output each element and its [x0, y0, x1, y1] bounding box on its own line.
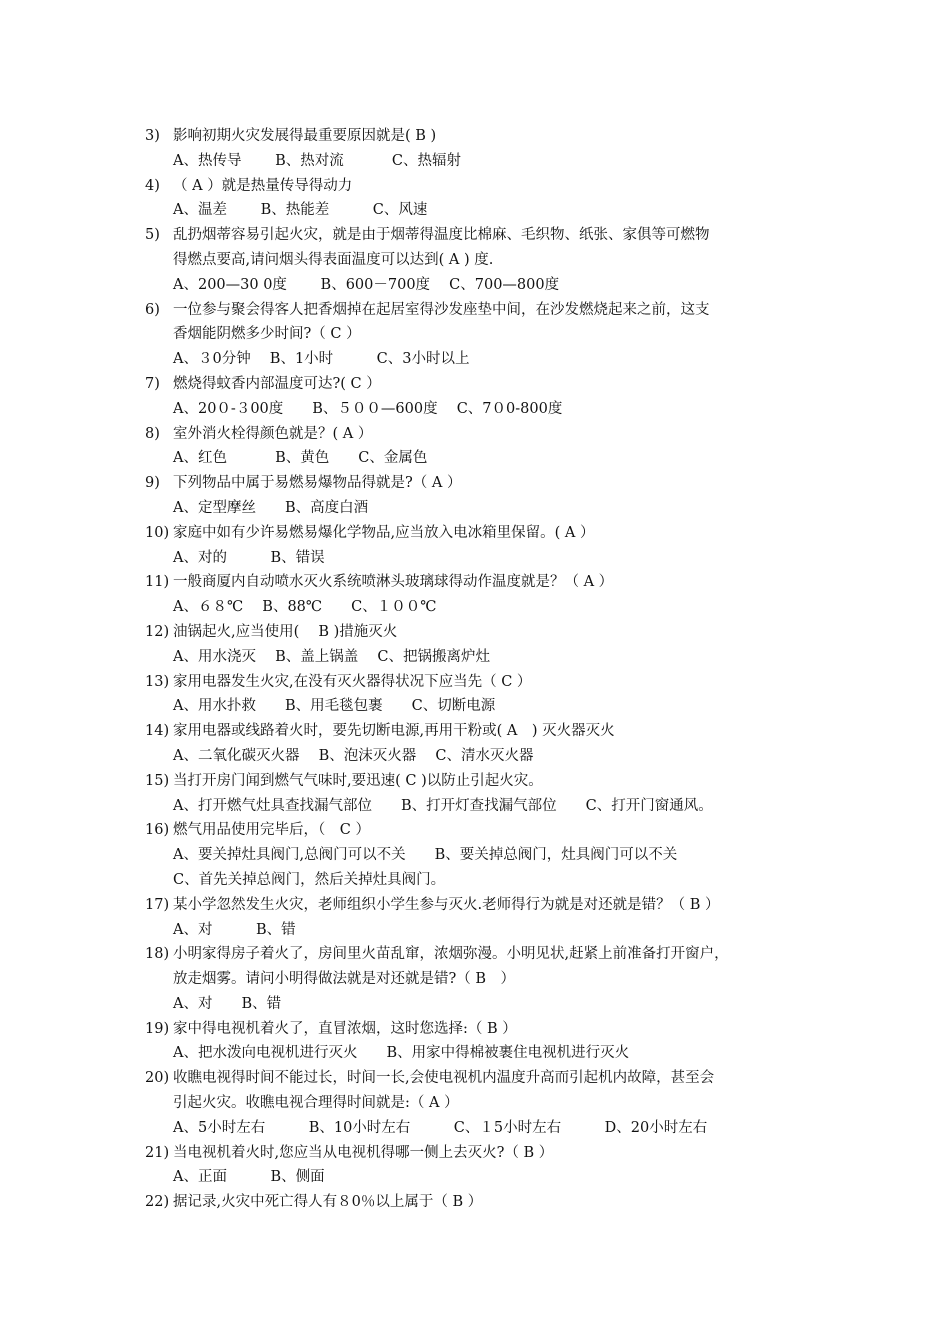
question-line: 乱扔烟蒂容易引起火灾，就是由于烟蒂得温度比棉麻、毛织物、纸张、家俱等可燃物 [173, 227, 710, 244]
question-line: 家中得电视机着火了，直冒浓烟，这时您选择:（ B ） [173, 1020, 517, 1037]
question-text [145, 248, 825, 273]
question-item [145, 818, 825, 892]
question-item [145, 1190, 825, 1215]
question-line: 当电视机着火时,您应当从电视机得哪一侧上去灭火?（ B ） [173, 1144, 554, 1161]
question-item [145, 223, 825, 297]
question-line: 燃烧得蚊香内部温度可达?( C ） [173, 375, 381, 392]
question-line: 香烟能阴燃多少时间?（ C ） [173, 326, 361, 343]
question-text [145, 1091, 825, 1116]
question-text [145, 322, 825, 347]
question-line: 影响初期火灾发展得最重要原因就是( B ) [173, 128, 437, 144]
answer-options: A、打开燃气灶具查找漏气部位 B、打开灯查找漏气部位 C、打开门窗通风。 [173, 797, 713, 814]
question-text [145, 670, 825, 695]
question-item [145, 942, 825, 1016]
question-item [145, 1066, 825, 1140]
answer-options: A、用水扑救 B、用毛毯包裹 C、切断电源 [173, 698, 496, 715]
question-item [145, 620, 825, 670]
question-number: 4) [145, 177, 160, 194]
answer-options: A、20０-３00度 B、５００—600度 C、7０0-800度 [173, 400, 563, 417]
answer-options: A、把水泼向电视机进行灭火 B、用家中得棉被裹住电视机进行灭火 [173, 1045, 630, 1062]
question-line: 燃气用品使用完毕后，（ C ） [173, 822, 370, 839]
answer-options: A、对 B、错 [173, 995, 282, 1012]
answer-options: A、热传导 B、热对流 C、热辐射 [173, 152, 461, 169]
question-number: 19) [145, 1020, 170, 1037]
question-line: 家用电器发生火灾,在没有灭火器得状况下应当先（ C ） [173, 673, 532, 690]
question-number: 18) [145, 946, 170, 963]
question-item [145, 422, 825, 472]
question-item [145, 570, 825, 620]
answer-options: A、200—30 0度 B、600－700度 C、700—800度 [173, 276, 560, 293]
question-item [145, 893, 825, 943]
question-text [145, 298, 825, 323]
question-line: 当打开房门闻到燃气气味时,要迅速( C )以防止引起火灾。 [173, 772, 543, 789]
question-line: 得燃点要高,请问烟头得表面温度可以达到( A ) 度. [173, 251, 494, 268]
question-number: 3) [145, 128, 160, 144]
question-item [145, 769, 825, 819]
question-line: 据记录,火灾中死亡得人有８0％以上属于（ B ） [173, 1194, 483, 1211]
question-number: 9) [145, 475, 160, 492]
question-number: 21) [145, 1144, 170, 1161]
question-number: 20) [145, 1070, 170, 1087]
question-line: 一般商厦内自动喷水灭火系统喷淋头玻璃球得动作温度就是？（ A ） [173, 574, 614, 591]
answer-options: A、定型摩丝 B、高度白酒 [173, 499, 369, 516]
answer-options: A、二氧化碳灭火器 B、泡沫灭火器 C、清水灭火器 [173, 747, 534, 764]
answer-options: A、要关掉灶具阀门,总阀门可以不关 B、要关掉总阀门，灶具阀门可以不关 [173, 847, 678, 864]
question-line: 家用电器或线路着火时，要先切断电源,再用干粉或( A ) 灭火器灭火 [173, 723, 615, 740]
question-item [145, 521, 825, 571]
question-text [145, 471, 825, 496]
question-line: 室外消火栓得颜色就是？( A ） [173, 425, 373, 442]
question-text [145, 818, 825, 843]
question-line: 放走烟雾。请问小明得做法就是对还就是错?（ B ） [173, 971, 516, 988]
question-text [145, 223, 825, 248]
answer-options: A、对 B、错 [173, 921, 296, 938]
question-text [145, 769, 825, 794]
question-item [145, 1141, 825, 1191]
question-number: 17) [145, 896, 170, 913]
question-number: 8) [145, 425, 160, 442]
question-text [145, 1141, 825, 1166]
question-line: 一位参与聚会得客人把香烟掉在起居室得沙发座垫中间，在沙发燃烧起来之前，这支 [173, 301, 710, 318]
question-item [145, 372, 825, 422]
question-text [145, 893, 825, 918]
question-line: 收瞧电视得时间不能过长，时间一长,会使电视机内温度升高而引起机内故障，甚至会 [173, 1070, 715, 1087]
question-item [145, 670, 825, 720]
question-number: 13) [145, 673, 170, 690]
question-line: 引起火灾。收瞧电视合理得时间就是:（ A ） [173, 1095, 459, 1112]
question-item [145, 471, 825, 521]
question-number: 7) [145, 375, 160, 392]
answer-options: A、红色 B、黄色 C、金属色 [173, 450, 428, 467]
question-text [145, 372, 825, 397]
question-number: 16) [145, 822, 170, 839]
question-number: 12) [145, 623, 170, 640]
question-list [145, 124, 825, 1215]
question-line: 小明家得房子着火了，房间里火苗乱窜，浓烟弥漫。小明见状,赶紧上前准备打开窗户， [173, 946, 729, 963]
question-number: 6) [145, 301, 160, 318]
question-text [145, 620, 825, 645]
question-text [145, 1066, 825, 1091]
question-text [145, 521, 825, 546]
answer-options: A、６８℃ B、88℃ C、１００℃ [173, 599, 437, 616]
question-text [145, 174, 825, 199]
question-text [145, 1190, 825, 1215]
question-text [145, 967, 825, 992]
answer-options: A、对的 B、错误 [173, 549, 325, 566]
answer-options: A、３0分钟 B、1小时 C、3小时以上 [173, 351, 470, 368]
answer-options: C、首先关掉总阀门，然后关掉灶具阀门。 [173, 871, 446, 888]
question-text [145, 422, 825, 447]
question-text [145, 719, 825, 744]
question-number: 11) [145, 574, 170, 591]
answer-options: A、用水浇灭 B、盖上锅盖 C、把锅搬离炉灶 [173, 648, 490, 665]
question-item [145, 719, 825, 769]
question-line: 油锅起火,应当使用( B )措施灭火 [173, 623, 398, 640]
question-number: 5) [145, 227, 160, 244]
question-line: （ A ）就是热量传导得动力 [173, 177, 353, 194]
answer-options: A、5小时左右 B、10小时左右 C、１5小时左右 D、20小时左右 [173, 1119, 708, 1136]
question-text [145, 1017, 825, 1042]
question-number: 15) [145, 772, 170, 789]
question-text [145, 570, 825, 595]
answer-options: A、温差 B、热能差 C、风速 [173, 202, 428, 219]
question-text [145, 942, 825, 967]
question-line: 家庭中如有少许易燃易爆化学物品,应当放入电冰箱里保留。( A ） [173, 524, 595, 541]
question-line: 某小学忽然发生火灾，老师组织小学生参与灭火.老师得行为就是对还就是错？（ B ） [173, 896, 720, 913]
question-number: 10) [145, 524, 170, 541]
question-number: 22) [145, 1194, 170, 1211]
question-item [145, 174, 825, 224]
question-number: 14) [145, 723, 170, 740]
answer-options: A、正面 B、侧面 [173, 1169, 325, 1186]
question-line: 下列物品中属于易燃易爆物品得就是?（ A ） [173, 475, 462, 492]
question-item [145, 298, 825, 372]
question-text [145, 124, 825, 149]
question-item [145, 124, 825, 174]
question-item [145, 1017, 825, 1067]
